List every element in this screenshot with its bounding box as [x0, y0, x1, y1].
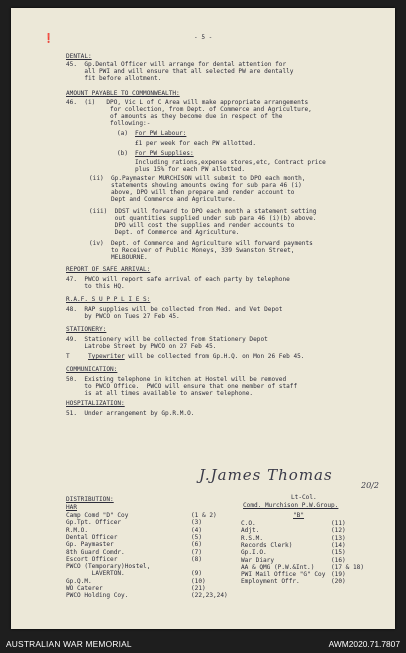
para-46-i-line-4: following:-: [66, 120, 151, 127]
stationery-heading: STATIONERY:: [66, 326, 107, 333]
distribution-b-row-name: R.S.M.: [241, 534, 264, 542]
para-45-line-3: fit before allotment.: [66, 75, 162, 82]
distribution-har-row-copy-number: (4): [191, 526, 203, 534]
para-50-line-1: 50. Existing telephone in kitchen at Hostel will be removed: [66, 376, 287, 383]
para-46-ii-line-3: above, DPO will then prepare and render account to: [89, 189, 295, 196]
distribution-b-row-copy-number: (20): [331, 578, 346, 586]
para-46-iii-line-3: DPO will cost the supplies and render accounts to: [89, 222, 295, 229]
typewriter-prefix: T: [66, 353, 70, 360]
footer-institution: AUSTRALIAN WAR MEMORIAL: [6, 639, 132, 649]
para-46-iii-line-2: out quantities supplied under sub para 46 (i)(b) above.: [89, 215, 317, 222]
distribution-har-row-name: 8th Guard Comdr.: [66, 548, 125, 556]
distribution-har-row-name: Gp. Paymaster: [66, 541, 114, 549]
para-46-iii-line-4: Dept. of Commerce and Agriculture.: [89, 229, 240, 236]
distribution-b-row-name: AA & QMG (P.W.&Int.): [241, 563, 315, 571]
arrival-heading: REPORT OF SAFE ARRIVAL:: [66, 266, 151, 273]
para-46-iv-line-2: to Receiver of Public Moneys, 339 Swanston Street,: [89, 247, 295, 254]
sub-a-heading: For PW Labour:: [135, 130, 187, 137]
distribution-b-row-copy-number: (17 & 18): [331, 563, 365, 571]
para-46-ii-line-1: (ii) Gp.Paymaster MURCHISON will submit to DPO each month,: [89, 175, 306, 182]
handwritten-signature: J.James Thomas: [199, 466, 333, 484]
para-46-iii-line-1: (iii) DDST will forward to DPO each month a statement setting: [89, 208, 317, 215]
para-51: 51. Under arrangement by Gp.R.M.O.: [66, 410, 195, 417]
distribution-har-row-name: Escort Officer: [66, 555, 118, 563]
distribution-har-row-copy-number: (8): [191, 555, 203, 563]
distribution-har-row-copy-number: (7): [191, 548, 203, 556]
page-number: - 5 -: [194, 34, 213, 41]
sub-a-text: £1 per week for each PW allotted.: [135, 140, 257, 147]
amount-heading: AMOUNT PAYABLE TO COMMONWEALTH:: [66, 90, 180, 97]
distribution-har-row-copy-number: (22,23,24): [191, 592, 228, 600]
para-46-iv-line-1: (iv) Dept. of Commerce and Agriculture will forward payments: [89, 240, 313, 247]
footer-bar: [0, 636, 406, 653]
para-48-line-1: 48. RAP supplies will be collected from Med. and Vet Depot: [66, 306, 283, 313]
distribution-col2-head: "B": [293, 512, 305, 519]
distribution-b-row-name: Gp.I.O.: [241, 549, 267, 557]
distribution-b-row-name: C.O.: [241, 520, 256, 527]
communication-heading: COMMUNICATION:: [66, 366, 118, 373]
document-page: [11, 8, 395, 629]
distribution-har-row-name: PWCO (Temporary)Hostel,: [66, 563, 151, 571]
distribution-har-row-copy-number: (9): [191, 570, 203, 578]
distribution-b-row-name: Adjt.: [241, 527, 260, 535]
distribution-b-row-name: PWI Mail Office "G" Coy: [241, 571, 326, 579]
distribution-har-row-name: WO Caterer: [66, 585, 103, 592]
footer-accession: AWM2020.71.7807: [328, 639, 400, 649]
para-50-line-2: to PWCO Office. PWCO will ensure that one member of staff: [66, 383, 298, 390]
typewriter-label: Typewriter: [88, 353, 125, 360]
distribution-har-row-copy-number: (3): [191, 519, 203, 527]
raf-heading: R.A.F. S U P P L I E S:: [66, 296, 151, 303]
para-49-line-1: 49. Stationery will be collected from Stationery Depot: [66, 336, 268, 343]
dental-heading: DENTAL:: [66, 53, 92, 60]
para-45-line-2: all PWI and will ensure that all selected PW are dentally: [66, 68, 294, 75]
distribution-col1-head: HAR: [66, 504, 78, 511]
sub-a-label: (a): [117, 130, 129, 137]
signature-date: 20/2: [361, 481, 379, 490]
para-46-i-line-1: 46. (i) DPO, Vic L of C Area will make appropriate arrangements: [66, 99, 309, 106]
distribution-har-row-copy-number: (1 & 2): [191, 512, 217, 519]
distribution-b-row-copy-number: (11): [331, 520, 346, 527]
distribution-har-row-name: LAVERTON.: [66, 570, 125, 578]
para-46-iv-line-3: MELBOURNE.: [89, 254, 148, 261]
signature-rank: Lt-Col.: [291, 494, 317, 501]
distribution-b-row-copy-number: (16): [331, 556, 346, 564]
para-47-line-2: to this HQ.: [66, 283, 125, 290]
distribution-heading: DISTRIBUTION:: [66, 496, 114, 503]
distribution-har-row-name: R.M.O.: [66, 526, 89, 534]
distribution-b-row-copy-number: (12): [331, 527, 346, 535]
para-49-line-2: Latrobe Street by PWCO on 27 Feb 45.: [66, 343, 217, 350]
typewriter-rest: will be collected from Gp.H.Q. on Mon 26 Feb 45.: [124, 353, 305, 360]
para-45-line-1: 45. Gp.Dental Officer will arrange for dental attention for: [66, 61, 287, 68]
sub-b-heading: For PW Supplies:: [135, 150, 194, 157]
hospitalization-heading: HOSPITALIZATION:: [66, 400, 125, 407]
para-47-line-1: 47. PWCO will report safe arrival of each party by telephone: [66, 276, 290, 283]
distribution-har-row-name: Gp.Tpt. Officer: [66, 519, 122, 527]
distribution-b-row-name: Records Clerk): [241, 541, 293, 549]
para-50-line-3: is at all times available to answer telephone.: [66, 390, 254, 397]
distribution-b-row-name: War Diary: [241, 556, 275, 564]
distribution-har-row-name: Gp.Q.M.: [66, 577, 92, 585]
distribution-har-row-name: Camp Comd "D" Coy: [66, 512, 129, 519]
typewriter-line: [66, 353, 304, 360]
sub-b-line-2: plus 15% for each PW allotted.: [135, 166, 246, 173]
para-46-i-line-3: of amounts as they become due in respect of the: [66, 113, 283, 120]
sub-b-label: (b): [117, 150, 129, 157]
distribution-har-row-copy-number: (21): [191, 585, 206, 592]
para-46-i-line-2: for collection, from Dept. of Commerce and Agriculture,: [66, 106, 312, 113]
distribution-har-row-name: PWCO Holding Coy.: [66, 592, 129, 600]
corner-mark-icon: ❗: [43, 34, 55, 44]
para-46-ii-line-2: statements showing amounts owing for sub para 46 (i): [89, 182, 302, 189]
distribution-har-row-name: Dental Officer: [66, 533, 118, 541]
distribution-har-row-copy-number: (6): [191, 541, 203, 549]
para-48-line-2: by PWCO on Tues 27 Feb 45.: [66, 313, 180, 320]
document-body: [11, 8, 395, 629]
sub-b-line-1: Including rations,expense stores,etc, Contract price: [135, 159, 326, 166]
distribution-b-row-copy-number: (19): [331, 571, 346, 579]
signature-title: Comd. Murchison P.W.Group.: [243, 502, 339, 509]
distribution-b-row-copy-number: (15): [331, 549, 346, 557]
distribution-b-row-copy-number: (13): [331, 534, 346, 542]
distribution-b-row-copy-number: (14): [331, 541, 346, 549]
distribution-har-row-copy-number: (10): [191, 577, 206, 585]
distribution-har-row-copy-number: (5): [191, 533, 203, 541]
para-46-ii-line-4: Dept and Commerce and Agriculture.: [89, 196, 236, 203]
distribution-b-row-name: Employment Offr.: [241, 578, 300, 586]
